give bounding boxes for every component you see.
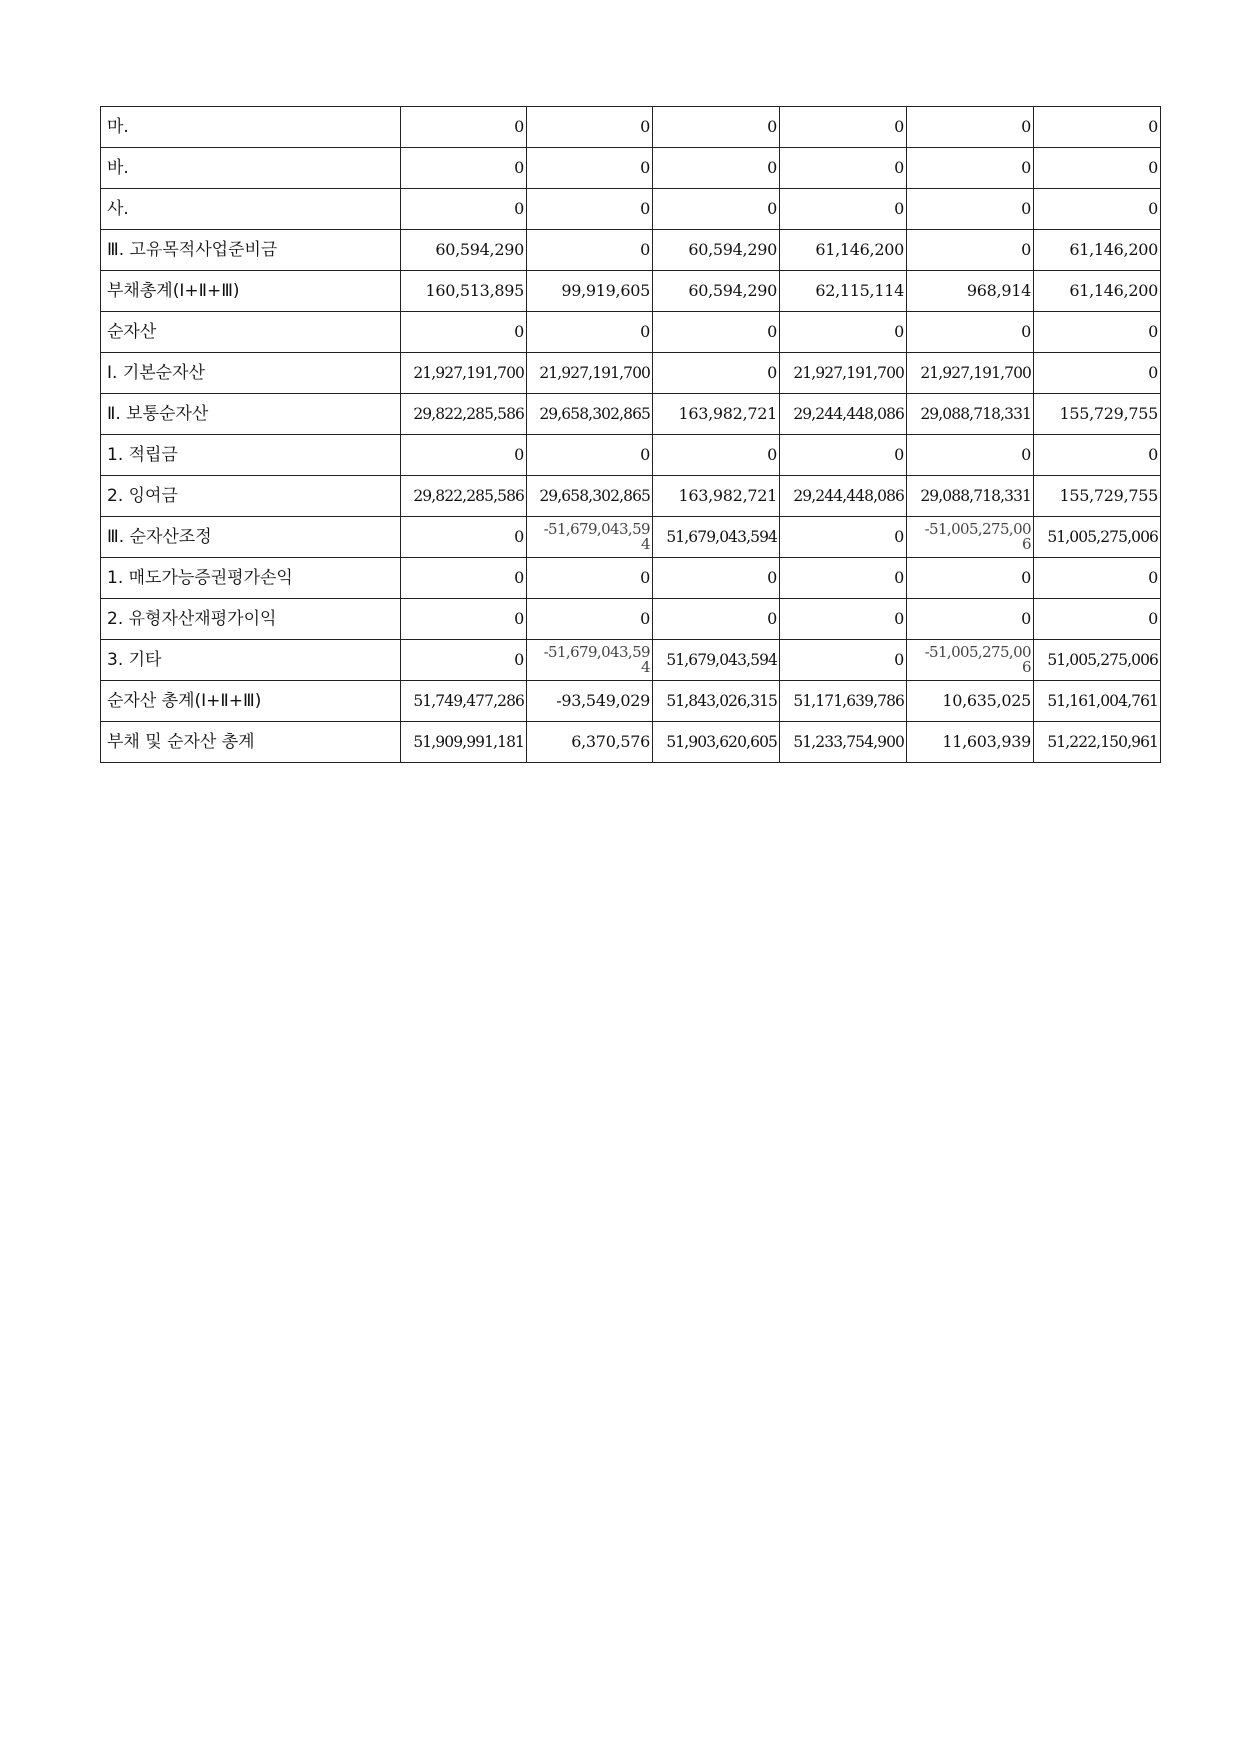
value-cell: 6,370,576 [527,722,653,763]
value-cell: 51,171,639,786 [780,681,907,722]
row-label: Ⅲ. 고유목적사업준비금 [101,230,401,271]
row-label: 2. 유형자산재평가이익 [101,599,401,640]
table-row [101,271,1161,312]
row-label: Ⅲ. 순자산조정 [101,517,401,558]
value-cell: 0 [527,435,653,476]
value-cell [527,517,653,558]
value-cell: 0 [907,599,1034,640]
table-row [101,476,1161,517]
value-cell: 0 [780,435,907,476]
value-cell: 0 [653,435,780,476]
value-cell: 0 [780,599,907,640]
value-cell: 29,244,448,086 [780,394,907,435]
row-label: 2. 잉여금 [101,476,401,517]
value-cell: 0 [1034,107,1161,148]
value-cell: 968,914 [907,271,1034,312]
value-cell: 60,594,290 [653,271,780,312]
value-cell: 0 [653,599,780,640]
value-cell: 51,161,004,761 [1034,681,1161,722]
value-cell: 51,233,754,900 [780,722,907,763]
row-label: 사. [101,189,401,230]
value-cell: 0 [907,107,1034,148]
value-cell: 29,658,302,865 [527,394,653,435]
row-label: 3. 기타 [101,640,401,681]
wrapped-value: -51,679,043,59 4 [543,643,650,676]
value-cell: 51,679,043,594 [653,517,780,558]
value-cell: 0 [401,517,527,558]
value-cell: 60,594,290 [401,230,527,271]
table-body [101,107,1161,763]
value-cell: 61,146,200 [1034,230,1161,271]
value-cell: 0 [907,435,1034,476]
value-cell: 0 [401,435,527,476]
value-cell: 0 [527,558,653,599]
value-cell: 99,919,605 [527,271,653,312]
value-cell: 0 [907,312,1034,353]
value-cell: 0 [401,558,527,599]
value-cell: 0 [527,107,653,148]
table-row [101,435,1161,476]
value-cell: 21,927,191,700 [401,353,527,394]
value-cell: 0 [653,312,780,353]
table-row [101,107,1161,148]
wrapped-value: -51,005,275,00 6 [924,643,1031,676]
value-cell: 29,244,448,086 [780,476,907,517]
value-cell: 0 [401,312,527,353]
value-cell [527,640,653,681]
value-cell: 0 [653,558,780,599]
value-cell: 0 [1034,599,1161,640]
value-cell: 51,749,477,286 [401,681,527,722]
row-label: 순자산 총계(Ⅰ+Ⅱ+Ⅲ) [101,681,401,722]
value-cell: 0 [1034,353,1161,394]
value-cell: 0 [653,148,780,189]
value-cell: 51,679,043,594 [653,640,780,681]
value-cell: 0 [907,189,1034,230]
table-row [101,722,1161,763]
value-cell: 0 [653,107,780,148]
table-row [101,189,1161,230]
table-row [101,681,1161,722]
value-cell: 51,909,991,181 [401,722,527,763]
row-label: 1. 매도가능증권평가손익 [101,558,401,599]
row-label: 부채 및 순자산 총계 [101,722,401,763]
value-cell: 155,729,755 [1034,476,1161,517]
value-cell: 11,603,939 [907,722,1034,763]
row-label: 1. 적립금 [101,435,401,476]
value-cell: 0 [527,312,653,353]
value-cell: 21,927,191,700 [527,353,653,394]
row-label: 부채총계(Ⅰ+Ⅱ+Ⅲ) [101,271,401,312]
value-cell: 0 [907,558,1034,599]
value-cell: 29,088,718,331 [907,394,1034,435]
value-cell: 0 [527,230,653,271]
value-cell: 51,903,620,605 [653,722,780,763]
value-cell: 51,005,275,006 [1034,517,1161,558]
value-cell: 0 [780,640,907,681]
value-cell: 0 [401,148,527,189]
value-cell: 61,146,200 [1034,271,1161,312]
value-cell: 0 [907,148,1034,189]
value-cell: 21,927,191,700 [780,353,907,394]
value-cell: 51,843,026,315 [653,681,780,722]
value-cell [907,640,1034,681]
value-cell: 0 [780,148,907,189]
value-cell [907,517,1034,558]
value-cell: 0 [780,517,907,558]
value-cell: 0 [1034,558,1161,599]
table-row [101,312,1161,353]
value-cell: 0 [401,640,527,681]
value-cell: 0 [907,230,1034,271]
value-cell: 62,115,114 [780,271,907,312]
value-cell: 163,982,721 [653,476,780,517]
value-cell: 0 [653,353,780,394]
value-cell: 0 [653,189,780,230]
value-cell: -93,549,029 [527,681,653,722]
table-row [101,517,1161,558]
value-cell: 0 [1034,189,1161,230]
value-cell: 0 [527,148,653,189]
value-cell: 51,222,150,961 [1034,722,1161,763]
wrapped-value: -51,679,043,59 4 [543,520,650,553]
value-cell: 155,729,755 [1034,394,1161,435]
value-cell: 0 [527,189,653,230]
table-row [101,599,1161,640]
value-cell: 29,658,302,865 [527,476,653,517]
table-row [101,640,1161,681]
table-row [101,558,1161,599]
value-cell: 21,927,191,700 [907,353,1034,394]
wrapped-value: -51,005,275,00 6 [924,520,1031,553]
value-cell: 51,005,275,006 [1034,640,1161,681]
value-cell: 0 [1034,312,1161,353]
row-label: 바. [101,148,401,189]
value-cell: 60,594,290 [653,230,780,271]
value-cell: 0 [780,189,907,230]
table-row [101,394,1161,435]
value-cell: 0 [780,558,907,599]
row-label: 마. [101,107,401,148]
value-cell: 0 [1034,435,1161,476]
value-cell: 29,088,718,331 [907,476,1034,517]
value-cell: 0 [401,107,527,148]
row-label: Ⅱ. 보통순자산 [101,394,401,435]
row-label: Ⅰ. 기본순자산 [101,353,401,394]
table-row [101,148,1161,189]
table-row [101,353,1161,394]
value-cell: 0 [1034,148,1161,189]
value-cell: 0 [401,189,527,230]
value-cell: 160,513,895 [401,271,527,312]
value-cell: 0 [527,599,653,640]
financial-statement-table [100,106,1161,763]
value-cell: 29,822,285,586 [401,394,527,435]
value-cell: 0 [780,107,907,148]
value-cell: 10,635,025 [907,681,1034,722]
value-cell: 163,982,721 [653,394,780,435]
value-cell: 0 [401,599,527,640]
value-cell: 0 [780,312,907,353]
value-cell: 61,146,200 [780,230,907,271]
value-cell: 29,822,285,586 [401,476,527,517]
table-row [101,230,1161,271]
row-label: 순자산 [101,312,401,353]
